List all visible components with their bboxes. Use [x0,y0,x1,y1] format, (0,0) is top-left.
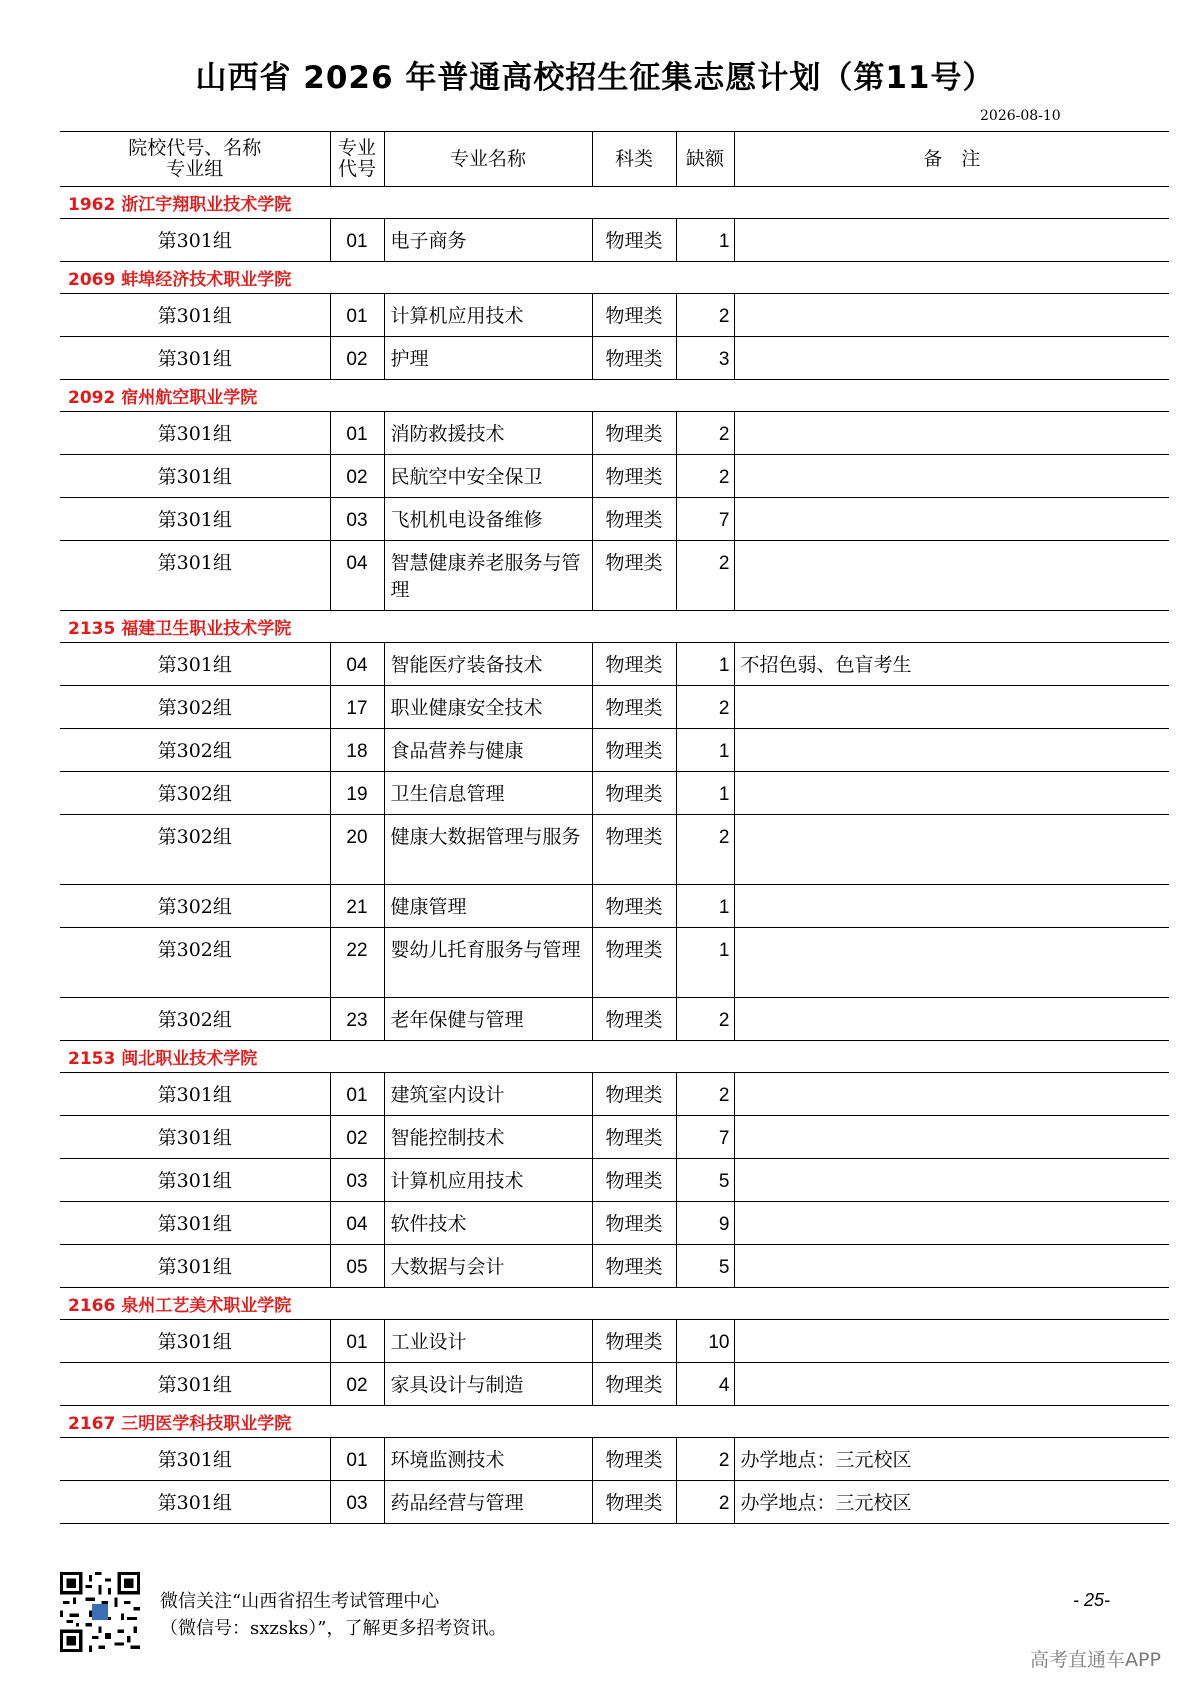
college-name: 2153 闽北职业技术学院 [60,1041,1169,1073]
table-row [60,686,1169,729]
group-cell: 第301组 [60,337,330,380]
major-code-cell: 01 [330,1073,384,1116]
major-code-cell: 01 [330,219,384,262]
publish-date: 2026-08-10 [980,108,1061,124]
table-row [60,1202,1169,1245]
subject-cell: 物理类 [592,294,676,337]
quota-cell: 1 [676,643,734,686]
quota-cell: 1 [676,772,734,815]
subject-cell: 物理类 [592,686,676,729]
table-row [60,729,1169,772]
table-row [60,1438,1169,1481]
table-row [60,928,1169,998]
subject-cell: 物理类 [592,1073,676,1116]
major-code-cell: 02 [330,455,384,498]
subject-cell: 物理类 [592,1320,676,1363]
quota-cell: 2 [676,412,734,455]
group-cell: 第302组 [60,928,330,998]
quota-cell: 2 [676,815,734,885]
group-cell: 第301组 [60,643,330,686]
college-name: 2167 三明医学科技职业学院 [60,1406,1169,1438]
table-row [60,219,1169,262]
header-major: 专业名称 [384,132,592,187]
quota-cell: 2 [676,1438,734,1481]
major-code-cell: 01 [330,1438,384,1481]
table-row [60,412,1169,455]
major-name-cell: 消防救援技术 [384,412,592,455]
college-header-row [60,380,1169,412]
subject-cell: 物理类 [592,455,676,498]
major-code-cell: 02 [330,1116,384,1159]
table-row [60,455,1169,498]
table-row [60,1320,1169,1363]
note-cell [734,1245,1169,1288]
subject-cell: 物理类 [592,337,676,380]
subject-cell: 物理类 [592,1438,676,1481]
major-name-cell: 环境监测技术 [384,1438,592,1481]
major-code-cell: 23 [330,998,384,1041]
major-code-cell: 03 [330,1481,384,1524]
group-cell: 第301组 [60,1438,330,1481]
college-header-row [60,611,1169,643]
subject-cell: 物理类 [592,1116,676,1159]
note-cell [734,1363,1169,1406]
subject-cell: 物理类 [592,815,676,885]
footer-note [160,1588,506,1642]
quota-cell: 2 [676,686,734,729]
group-cell: 第301组 [60,1159,330,1202]
major-name-cell: 智能控制技术 [384,1116,592,1159]
qr-code-icon [60,1572,140,1652]
footer-line-1: 微信关注“山西省招生考试管理中心 [160,1591,440,1612]
group-cell: 第302组 [60,815,330,885]
college-name: 2092 宿州航空职业学院 [60,380,1169,412]
watermark: 高考直通车APP [1030,1649,1161,1671]
subject-cell: 物理类 [592,412,676,455]
group-cell: 第301组 [60,1320,330,1363]
major-code-cell: 19 [330,772,384,815]
major-name-cell: 软件技术 [384,1202,592,1245]
group-cell: 第301组 [60,294,330,337]
note-cell [734,729,1169,772]
table-row [60,294,1169,337]
major-code-cell: 04 [330,643,384,686]
table-row [60,1481,1169,1524]
table-row [60,1073,1169,1116]
college-name: 2135 福建卫生职业技术学院 [60,611,1169,643]
group-cell: 第302组 [60,998,330,1041]
major-code-cell: 03 [330,1159,384,1202]
college-name: 2069 蚌埠经济技术职业学院 [60,262,1169,294]
table-row [60,815,1169,885]
quota-cell: 2 [676,1073,734,1116]
college-header-row [60,187,1169,219]
note-cell [734,1116,1169,1159]
quota-cell: 10 [676,1320,734,1363]
quota-cell: 2 [676,1481,734,1524]
major-code-cell: 02 [330,1363,384,1406]
major-name-cell: 智能医疗装备技术 [384,643,592,686]
note-cell: 办学地点：三元校区 [734,1481,1169,1524]
subject-cell: 物理类 [592,928,676,998]
table-row [60,1363,1169,1406]
subject-cell: 物理类 [592,885,676,928]
major-code-cell: 22 [330,928,384,998]
table-header-row [60,132,1169,187]
note-cell [734,1159,1169,1202]
major-name-cell: 建筑室内设计 [384,1073,592,1116]
note-cell [734,337,1169,380]
subject-cell: 物理类 [592,1245,676,1288]
group-cell: 第301组 [60,412,330,455]
subject-cell: 物理类 [592,219,676,262]
note-cell [734,541,1169,611]
major-name-cell: 计算机应用技术 [384,1159,592,1202]
note-cell [734,219,1169,262]
note-cell [734,772,1169,815]
subject-cell: 物理类 [592,498,676,541]
header-subject: 科类 [592,132,676,187]
group-cell: 第301组 [60,498,330,541]
subject-cell: 物理类 [592,643,676,686]
subject-cell: 物理类 [592,1363,676,1406]
group-cell: 第302组 [60,729,330,772]
major-name-cell: 老年保健与管理 [384,998,592,1041]
major-name-cell: 健康大数据管理与服务 [384,815,592,885]
quota-cell: 2 [676,998,734,1041]
table-row [60,541,1169,611]
college-header-row [60,1406,1169,1438]
major-name-cell: 智慧健康养老服务与管理 [384,541,592,611]
major-code-cell: 03 [330,498,384,541]
major-name-cell: 卫生信息管理 [384,772,592,815]
major-code-cell: 01 [330,294,384,337]
quota-cell: 9 [676,1202,734,1245]
table-row [60,998,1169,1041]
quota-cell: 2 [676,541,734,611]
page-number: - 25- [1073,1590,1111,1610]
major-code-cell: 21 [330,885,384,928]
major-code-cell: 05 [330,1245,384,1288]
table-row [60,1116,1169,1159]
subject-cell: 物理类 [592,998,676,1041]
note-cell [734,928,1169,998]
major-name-cell: 民航空中安全保卫 [384,455,592,498]
major-code-cell: 04 [330,541,384,611]
major-code-cell: 20 [330,815,384,885]
major-name-cell: 电子商务 [384,219,592,262]
subject-cell: 物理类 [592,729,676,772]
quota-cell: 1 [676,219,734,262]
major-name-cell: 家具设计与制造 [384,1363,592,1406]
group-cell: 第301组 [60,1481,330,1524]
note-cell [734,1073,1169,1116]
major-name-cell: 职业健康安全技术 [384,686,592,729]
subject-cell: 物理类 [592,772,676,815]
group-cell: 第301组 [60,1363,330,1406]
major-name-cell: 大数据与会计 [384,1245,592,1288]
footer-line-2: （微信号：sxzsks）”，了解更多招考资讯。 [160,1618,507,1639]
header-note: 备 注 [734,132,1169,187]
page-title: 山西省 2026 年普通高校招生征集志愿计划（第11号） [195,60,995,96]
quota-cell: 7 [676,1116,734,1159]
header-college: 院校代号、名称 专业组 [60,132,330,187]
quota-cell: 2 [676,294,734,337]
major-name-cell: 食品营养与健康 [384,729,592,772]
table-row [60,337,1169,380]
group-cell: 第301组 [60,455,330,498]
quota-cell: 3 [676,337,734,380]
note-cell [734,294,1169,337]
table-row [60,498,1169,541]
group-cell: 第301组 [60,541,330,611]
quota-cell: 5 [676,1159,734,1202]
college-header-row [60,1041,1169,1073]
plan-table [60,131,1169,1524]
note-cell [734,885,1169,928]
major-code-cell: 17 [330,686,384,729]
group-cell: 第301组 [60,219,330,262]
group-cell: 第301组 [60,1245,330,1288]
header-code: 专业 代号 [330,132,384,187]
major-name-cell: 工业设计 [384,1320,592,1363]
group-cell: 第301组 [60,1202,330,1245]
note-cell [734,686,1169,729]
major-code-cell: 01 [330,412,384,455]
major-code-cell: 02 [330,337,384,380]
major-name-cell: 婴幼儿托育服务与管理 [384,928,592,998]
quota-cell: 7 [676,498,734,541]
group-cell: 第302组 [60,772,330,815]
group-cell: 第301组 [60,1073,330,1116]
note-cell [734,1202,1169,1245]
quota-cell: 2 [676,455,734,498]
note-cell: 不招色弱、色盲考生 [734,643,1169,686]
note-cell [734,815,1169,885]
major-code-cell: 04 [330,1202,384,1245]
major-name-cell: 健康管理 [384,885,592,928]
note-cell [734,998,1169,1041]
major-name-cell: 护理 [384,337,592,380]
subject-cell: 物理类 [592,1202,676,1245]
group-cell: 第302组 [60,885,330,928]
group-cell: 第302组 [60,686,330,729]
header-quota: 缺额 [676,132,734,187]
group-cell: 第301组 [60,1116,330,1159]
note-cell [734,412,1169,455]
subject-cell: 物理类 [592,1159,676,1202]
table-row [60,772,1169,815]
college-name: 2166 泉州工艺美术职业学院 [60,1288,1169,1320]
quota-cell: 1 [676,729,734,772]
college-header-row [60,1288,1169,1320]
quota-cell: 4 [676,1363,734,1406]
subject-cell: 物理类 [592,541,676,611]
table-row [60,1245,1169,1288]
major-name-cell: 飞机机电设备维修 [384,498,592,541]
major-code-cell: 01 [330,1320,384,1363]
quota-cell: 1 [676,928,734,998]
note-cell: 办学地点：三元校区 [734,1438,1169,1481]
table-body [60,187,1169,1524]
note-cell [734,455,1169,498]
table-row [60,885,1169,928]
quota-cell: 5 [676,1245,734,1288]
major-code-cell: 18 [330,729,384,772]
note-cell [734,1320,1169,1363]
note-cell [734,498,1169,541]
table-row [60,1159,1169,1202]
quota-cell: 1 [676,885,734,928]
table-row [60,643,1169,686]
major-name-cell: 计算机应用技术 [384,294,592,337]
subject-cell: 物理类 [592,1481,676,1524]
college-name: 1962 浙江宇翔职业技术学院 [60,187,1169,219]
major-name-cell: 药品经营与管理 [384,1481,592,1524]
college-header-row [60,262,1169,294]
